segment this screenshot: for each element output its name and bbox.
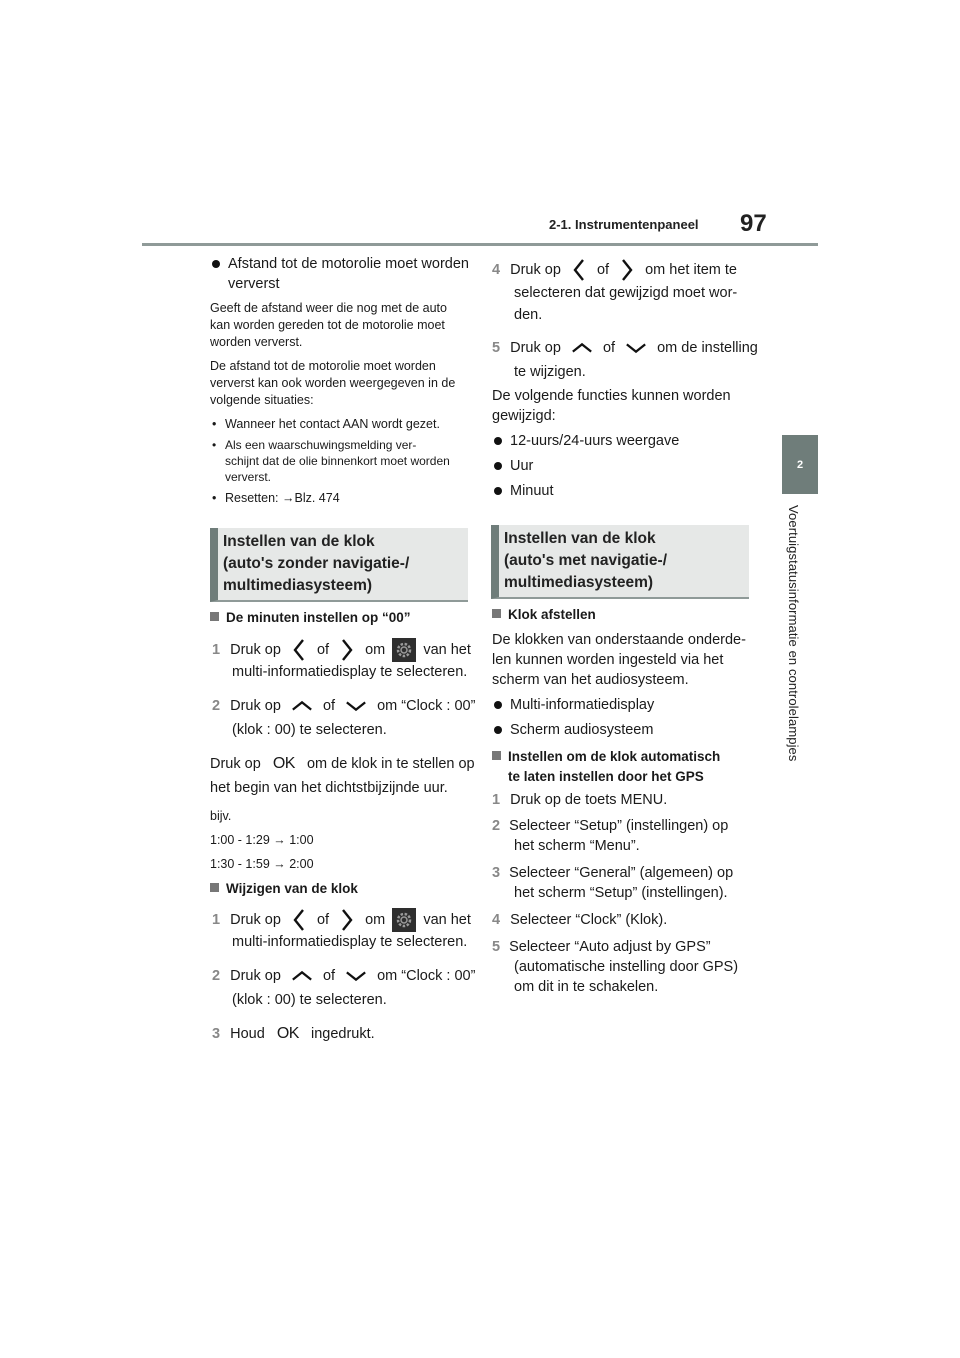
- step-text: van het: [423, 912, 471, 928]
- left-arrow-icon: [292, 638, 306, 662]
- gear-icon: [392, 638, 416, 662]
- bullet-icon: [494, 701, 502, 709]
- left-arrow-icon: [292, 908, 306, 932]
- square-bullet-icon: [492, 609, 501, 618]
- subheading-text: Instellen om de klok automatisch: [508, 749, 721, 764]
- gps-step-3: [492, 863, 733, 903]
- subheading-text: Klok afstellen: [508, 607, 596, 622]
- step-number: 2: [492, 818, 501, 834]
- chapter-title: Voertuigstatusinformatie en controlelampjes: [786, 505, 801, 762]
- text-line: Geeft de afstand weer die nog met de auto: [210, 301, 447, 315]
- step-text: of: [596, 262, 610, 278]
- step-text: Druk op de toets MENU.: [510, 792, 668, 808]
- list-item-text: Als een waarschuwingsmelding ver-: [225, 438, 417, 452]
- down-arrow-icon: [345, 969, 367, 983]
- step-text: om het item te: [645, 262, 737, 278]
- step-text: of: [322, 698, 336, 714]
- right-arrow-icon: [620, 258, 634, 282]
- step-text: Druk op: [230, 642, 281, 658]
- step-4-right: [492, 258, 737, 326]
- text-line: De klokken van onderstaande onderde-: [492, 632, 746, 648]
- down-arrow-icon: [345, 699, 367, 713]
- section-heading-line: Instellen van de klok: [504, 530, 656, 547]
- text-line: De afstand tot de motorolie moet worden: [210, 359, 436, 373]
- step-text: (klok : 00) te selecteren.: [232, 992, 387, 1008]
- example-line: 1:00 - 1:29 → 1:00: [210, 833, 314, 847]
- step-text: om: [365, 912, 386, 928]
- left-arrow-icon: [572, 258, 586, 282]
- functions-intro: [492, 386, 731, 426]
- step-text: (klok : 00) te selecteren.: [232, 722, 387, 738]
- step-text: multi-informatiedisplay te selecteren.: [232, 934, 468, 950]
- subheading-text: te laten instellen door het GPS: [508, 769, 704, 784]
- list-item: [212, 437, 450, 485]
- step-text: het scherm “Setup” (instellingen).: [514, 885, 728, 901]
- square-bullet-icon: [210, 612, 219, 621]
- subheading-minutes: [210, 608, 411, 628]
- step-text: Druk op: [230, 698, 281, 714]
- subheading-text: De minuten instellen op “00”: [226, 610, 411, 625]
- step-number: 1: [212, 912, 221, 928]
- step-number: 1: [492, 792, 501, 808]
- bullet-icon: [494, 462, 502, 470]
- example-label: bijv.: [210, 809, 232, 823]
- gps-step-1: [492, 790, 667, 810]
- list-item-text: schijnt dat de olie binnenkort moet worden: [225, 454, 450, 468]
- section-heading-line: (auto's met navigatie-/: [504, 552, 668, 569]
- text-line: len kunnen worden ingesteld via het: [492, 652, 724, 668]
- section-heading-with-nav: [491, 525, 749, 599]
- bullet-audio-screen: [494, 720, 653, 740]
- bullet-12-24: [494, 431, 679, 451]
- step-text: multi-informatiedisplay te selecteren.: [232, 664, 468, 680]
- right-arrow-icon: [340, 908, 354, 932]
- section-heading-line: (auto's zonder navigatie-/: [223, 555, 410, 572]
- list-item: [212, 416, 440, 433]
- step-text: om de instelling: [657, 340, 758, 356]
- right-arrow-icon: [340, 638, 354, 662]
- step-text: ingedrukt.: [310, 1026, 375, 1042]
- step-text: om “Clock : 00”: [377, 698, 476, 714]
- list-item-text: ververst.: [225, 470, 272, 484]
- small-bullet-icon: •: [212, 417, 217, 431]
- chapter-tab: [782, 435, 818, 494]
- step-text: Druk op: [510, 262, 561, 278]
- step-number: 3: [492, 865, 501, 881]
- step-text: te wijzigen.: [514, 364, 586, 380]
- text-line: kan worden gereden tot de motorolie moet: [210, 318, 445, 332]
- step-text: het begin van het dichtstbijzijnde uur.: [210, 780, 448, 796]
- step-text: Selecteer “Auto adjust by GPS”: [509, 939, 711, 955]
- step-text: Druk op: [210, 756, 261, 772]
- clock-adjust-paragraph: [492, 630, 746, 690]
- section-heading-no-nav: [210, 528, 468, 602]
- step-1-change: [212, 908, 471, 952]
- step-text: Druk op: [510, 340, 561, 356]
- square-bullet-icon: [210, 883, 219, 892]
- bullet-minute: [494, 481, 554, 501]
- step-text: om: [365, 642, 386, 658]
- subheading-clock-adjust: [492, 605, 596, 625]
- ok-button-icon: OK: [272, 755, 295, 772]
- small-bullet-icon: •: [212, 438, 217, 452]
- bullet-oil-distance: [212, 254, 469, 294]
- ok-paragraph: [210, 752, 475, 798]
- step-text: om de klok in te stellen op: [306, 756, 475, 772]
- step-number: 3: [212, 1026, 221, 1042]
- step-number: 4: [492, 262, 501, 278]
- step-5-right: [492, 336, 758, 382]
- step-text: om dit in te schakelen.: [514, 979, 659, 995]
- up-arrow-icon: [291, 699, 313, 713]
- step-text: Houd: [230, 1026, 265, 1042]
- step-text: (automatische instelling door GPS): [514, 959, 739, 975]
- section-heading-line: multimediasysteem): [504, 574, 654, 591]
- section-heading-line: multimediasysteem): [223, 577, 373, 594]
- bullet-line: Afstand tot de motorolie moet worden: [228, 256, 469, 272]
- gps-step-5: [492, 937, 738, 997]
- step-text: om “Clock : 00”: [377, 968, 476, 984]
- list-item-text: Wanneer het contact AAN wordt gezet.: [225, 417, 440, 431]
- subheading-gps: [492, 747, 720, 787]
- bullet-text: Minuut: [510, 483, 554, 499]
- bullet-hour: [494, 456, 533, 476]
- gps-step-4: [492, 910, 667, 930]
- subheading-change-clock: [210, 879, 358, 899]
- step-number: 4: [492, 912, 501, 928]
- step-text: Selecteer “Setup” (instellingen) op: [509, 818, 729, 834]
- step-text: het scherm “Menu”.: [514, 838, 640, 854]
- bullet-text: 12-uurs/24-uurs weergave: [510, 433, 680, 449]
- step-text: den.: [514, 307, 543, 323]
- gear-icon: [392, 908, 416, 932]
- list-item: [212, 490, 340, 507]
- bullet-icon: [494, 487, 502, 495]
- step-2-change: [212, 964, 475, 1010]
- bullet-text: Uur: [510, 458, 534, 474]
- running-header: 2-1. Instrumentenpaneel: [549, 217, 699, 232]
- ok-button-icon: OK: [276, 1025, 299, 1042]
- step-number: 2: [212, 698, 221, 714]
- bullet-text: [212, 254, 469, 294]
- bullet-mid: [494, 695, 654, 715]
- bullet-icon: [494, 726, 502, 734]
- step-text: of: [316, 642, 330, 658]
- step-number: 5: [492, 340, 501, 356]
- text-line: ververst kan ook worden weergegeven in de: [210, 376, 456, 390]
- step-text: of: [602, 340, 616, 356]
- chapter-number: 2: [796, 459, 804, 471]
- step-text: Selecteer “Clock” (Klok).: [510, 912, 668, 928]
- step-text: of: [316, 912, 330, 928]
- header-rule: [142, 243, 818, 246]
- bullet-line: ververst: [228, 276, 280, 292]
- step-text: van het: [423, 642, 471, 658]
- up-arrow-icon: [571, 341, 593, 355]
- gps-step-2: [492, 816, 728, 856]
- step-number: 2: [212, 968, 221, 984]
- text-line: worden ververst.: [210, 335, 303, 349]
- step-text: selecteren dat gewijzigd moet wor-: [514, 285, 738, 301]
- step-number: 1: [212, 642, 221, 658]
- text-line: De volgende functies kunnen worden: [492, 388, 731, 404]
- subheading-text: Wijzigen van de klok: [226, 881, 358, 896]
- step-text: Druk op: [230, 968, 281, 984]
- up-arrow-icon: [291, 969, 313, 983]
- step-2-minutes: [212, 694, 475, 740]
- step-number: 5: [492, 939, 501, 955]
- paragraph-oil-2: [210, 358, 455, 409]
- paragraph-oil-1: [210, 300, 447, 351]
- step-3-change: [212, 1022, 375, 1046]
- page-number: 97: [740, 210, 767, 237]
- example-line: 1:30 - 1:59 → 2:00: [210, 857, 314, 871]
- text-line: gewijzigd:: [492, 408, 556, 424]
- bullet-icon: [494, 437, 502, 445]
- page-reference: Resetten: →Blz. 474: [225, 491, 340, 505]
- square-bullet-icon: [492, 751, 501, 760]
- bullet-text: Scherm audiosysteem: [510, 722, 654, 738]
- step-text: Druk op: [230, 912, 281, 928]
- down-arrow-icon: [625, 341, 647, 355]
- text-line: scherm van het audiosysteem.: [492, 672, 689, 688]
- section-heading-line: Instellen van de klok: [223, 533, 375, 550]
- step-text: Selecteer “General” (algemeen) op: [509, 865, 734, 881]
- bullet-icon: [212, 260, 220, 268]
- bullet-text: Multi-informatiedisplay: [510, 697, 655, 713]
- step-text: of: [322, 968, 336, 984]
- text-line: volgende situaties:: [210, 393, 314, 407]
- small-bullet-icon: •: [212, 491, 217, 505]
- step-1-minutes: [212, 638, 471, 682]
